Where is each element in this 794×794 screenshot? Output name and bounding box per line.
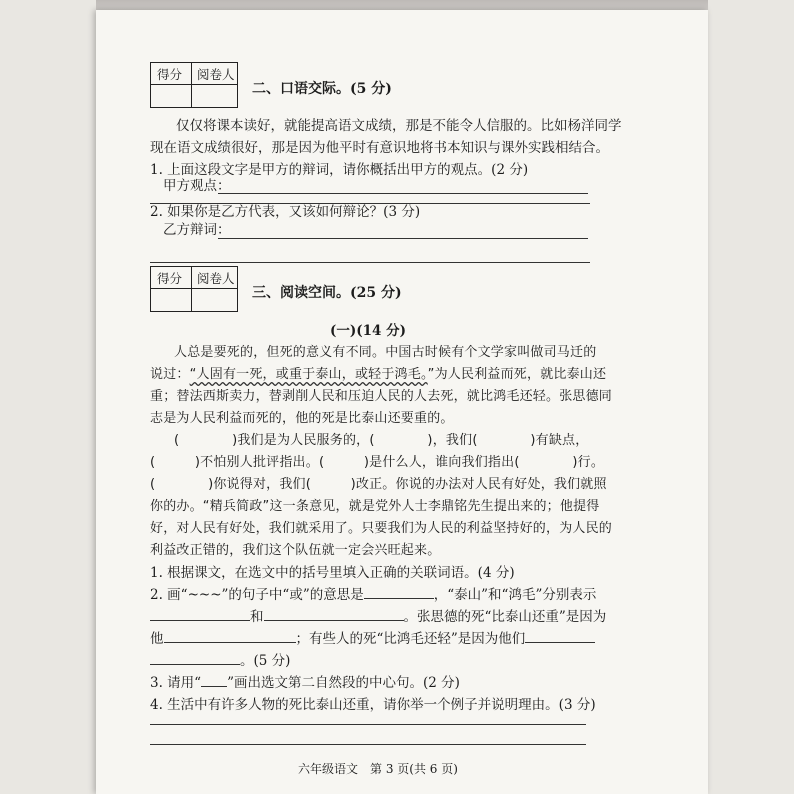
answer-line[interactable] xyxy=(218,238,588,239)
answer-blank[interactable] xyxy=(525,642,595,643)
section3-question2-line3: 他 ；有些人的死“比鸿毛还轻”是因为他们 xyxy=(150,630,595,648)
answer-label-side-a: 甲方观点： xyxy=(163,178,231,194)
section2-question2: 2. 如果你是乙方代表，又该如何辩论？(3 分) xyxy=(150,204,421,220)
section2-paragraph-line2: 现在语文成绩很好，那是因为他平时有意识地将书本知识与课外实践相结合。 xyxy=(150,140,609,156)
answer-blank[interactable] xyxy=(150,664,240,665)
section2-question1: 1. 上面这段文字是甲方的辩词，请你概括出甲方的观点。(2 分) xyxy=(150,162,529,178)
page-footer: 六年级语文 第 3 页(共 6 页) xyxy=(298,762,458,776)
passage-p2-line4: 你的办。“精兵简政”这一条意见，就是党外人士李鼎铭先生提出来的；他提得 xyxy=(150,499,600,514)
passage-p1-line2: 说过：“人固有一死，或重于泰山，或轻于鸿毛。”为人民利益而死，就比泰山还 xyxy=(150,367,607,382)
section3-question1: 1. 根据课文，在选文中的括号里填入正确的关联词语。(4 分) xyxy=(150,565,515,581)
answer-blank[interactable] xyxy=(264,620,404,621)
answer-blank[interactable] xyxy=(164,642,296,643)
answer-blank[interactable] xyxy=(364,598,434,599)
answer-label-side-b: 乙方辩词： xyxy=(163,222,231,238)
answer-blank[interactable] xyxy=(150,620,250,621)
passage-p1-line4: 志是为人民利益而死的，他的死是比泰山还要重的。 xyxy=(150,411,454,426)
answer-line[interactable] xyxy=(150,262,590,263)
section2-title: 二、口语交际。(5 分) xyxy=(252,81,392,97)
passage-p1-line1: 人总是要死的，但死的意义有不同。中国古时候有个文学家叫做司马迁的 xyxy=(174,345,597,360)
score-label: 得分 xyxy=(157,271,183,286)
section3-question3: 3. 请用“ ”画出选文第二自然段的中心句。(2 分) xyxy=(150,675,460,691)
wavy-mark-symbol: ~~~ xyxy=(187,587,222,603)
passage-p2-line6: 利益改正错的，我们这个队伍就一定会兴旺起来。 xyxy=(150,543,441,558)
passage-p2-line2: ( )不怕别人批评指出。( )是什么人，谁向我们指出( )行。 xyxy=(150,455,605,470)
grader-label: 阅卷人 xyxy=(197,271,235,286)
answer-line[interactable] xyxy=(218,193,588,194)
score-box-section3 xyxy=(150,266,238,312)
passage-p2-line5: 好，对人民有好处，我们就采用了。只要我们为人民的利益坚持好的，为人民的 xyxy=(150,521,613,536)
underline-mark-symbol xyxy=(201,686,227,687)
score-label: 得分 xyxy=(157,67,183,82)
section3-question2-line1: 2. 画“~~~”的句子中“或”的意思是 ，“泰山”和“鸿毛”分别表示 xyxy=(150,587,597,603)
passage-p2-line1: ( )我们是为人民服务的，( )，我们( )有缺点， xyxy=(174,433,589,448)
grader-label: 阅卷人 xyxy=(197,67,235,82)
answer-line[interactable] xyxy=(150,724,586,725)
section3-question4: 4. 生活中有许多人物的死比泰山还重，请你举一个例子并说明理由。(3 分) xyxy=(150,697,596,713)
section3-question2-line4: 。(5 分) xyxy=(150,652,290,670)
section3-question2-line2: 和 。张思德的死“比泰山还重”是因为 xyxy=(150,608,606,626)
answer-line[interactable] xyxy=(150,744,586,745)
passage-p1-line3: 重；替法西斯卖力，替剥削人民和压迫人民的人去死，就比鸿毛还轻。张思德同 xyxy=(150,389,613,404)
passage-p2-line3: ( )你说得对，我们( )改正。你说的办法对人民有好处，我们就照 xyxy=(150,477,607,492)
section3-title: 三、阅读空间。(25 分) xyxy=(252,285,402,301)
passage-subtitle: (一)(14 分) xyxy=(330,323,407,339)
score-box-section2 xyxy=(150,62,238,108)
section2-paragraph-line1: 仅仅将课本读好，就能提高语文成绩，那是不能令人信服的。比如杨洋同学 xyxy=(176,118,622,134)
quoted-sentence: “人固有一死，或重于泰山，或轻于鸿毛。 xyxy=(189,367,428,382)
